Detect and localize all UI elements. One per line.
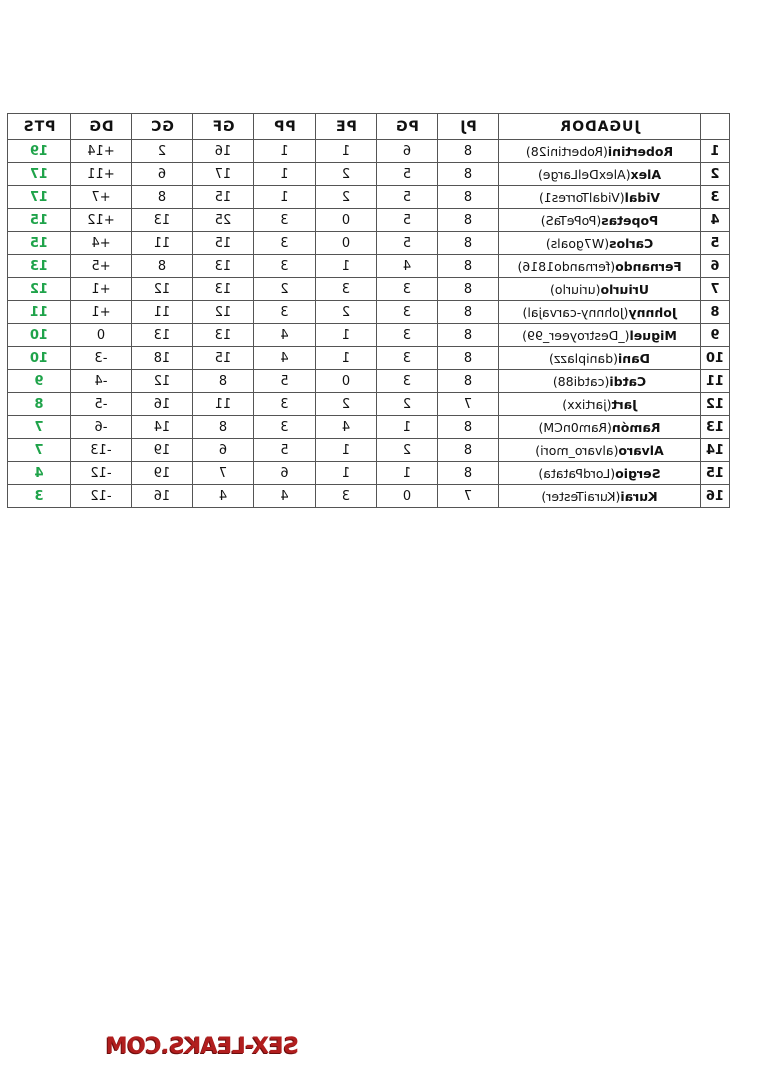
- cell-position: 6: [701, 255, 730, 278]
- cell-position: 10: [701, 347, 730, 370]
- player-nickname: (AlexDelLarge): [537, 166, 631, 182]
- cell-player: [499, 209, 701, 232]
- cell-pg: 1: [377, 416, 438, 439]
- player-nickname: (uriurlo): [549, 281, 601, 297]
- cell-gc: 6: [132, 163, 193, 186]
- player-name: Johnny: [628, 304, 677, 320]
- table-row: [8, 439, 730, 462]
- cell-pp: 4: [254, 485, 316, 508]
- cell-gc: 14: [132, 416, 193, 439]
- cell-pts: 3: [8, 485, 71, 508]
- cell-dg: +1: [71, 301, 132, 324]
- cell-gc: 8: [132, 186, 193, 209]
- player-nickname: (Robertini28): [525, 143, 608, 159]
- cell-dg: +11: [71, 163, 132, 186]
- cell-pp: 4: [254, 324, 316, 347]
- cell-pp: 3: [254, 232, 316, 255]
- cell-gc: 8: [132, 255, 193, 278]
- cell-pp: 3: [254, 301, 316, 324]
- header-pj: PJ: [438, 114, 499, 140]
- standings-header: [8, 114, 730, 140]
- cell-pg: 5: [377, 209, 438, 232]
- cell-dg: -3: [71, 347, 132, 370]
- cell-dg: -13: [71, 439, 132, 462]
- player-name: Kurai: [620, 488, 658, 504]
- cell-position: 4: [701, 209, 730, 232]
- player-name: Robertini: [607, 143, 674, 159]
- player-name: Miguel: [629, 327, 677, 343]
- table-row: [8, 370, 730, 393]
- cell-pe: 1: [316, 347, 377, 370]
- cell-player: [499, 416, 701, 439]
- cell-pp: 4: [254, 347, 316, 370]
- cell-pts: 7: [8, 439, 71, 462]
- cell-pp: 1: [254, 163, 316, 186]
- cell-dg: -6: [71, 416, 132, 439]
- cell-position: 14: [701, 439, 730, 462]
- cell-dg: +4: [71, 232, 132, 255]
- cell-gc: 13: [132, 324, 193, 347]
- cell-pp: 3: [254, 393, 316, 416]
- table-row: [8, 416, 730, 439]
- cell-pg: 4: [377, 255, 438, 278]
- cell-pp: 3: [254, 255, 316, 278]
- table-row: [8, 324, 730, 347]
- cell-pg: 5: [377, 186, 438, 209]
- cell-pj: 8: [438, 416, 499, 439]
- table-row: [8, 209, 730, 232]
- cell-pj: 8: [438, 301, 499, 324]
- table-row: [8, 462, 730, 485]
- cell-pts: 15: [8, 209, 71, 232]
- cell-pe: 1: [316, 255, 377, 278]
- cell-pts: 11: [8, 301, 71, 324]
- cell-player: [499, 232, 701, 255]
- cell-pts: 19: [8, 140, 71, 163]
- cell-dg: +7: [71, 186, 132, 209]
- cell-player: [499, 301, 701, 324]
- cell-pg: 3: [377, 347, 438, 370]
- cell-gc: 11: [132, 301, 193, 324]
- cell-pp: 3: [254, 416, 316, 439]
- cell-pe: 1: [316, 140, 377, 163]
- cell-pg: 3: [377, 301, 438, 324]
- cell-pj: 8: [438, 370, 499, 393]
- cell-pj: 8: [438, 347, 499, 370]
- cell-pp: 6: [254, 462, 316, 485]
- cell-pg: 2: [377, 393, 438, 416]
- player-nickname: (W7goals): [545, 235, 610, 251]
- cell-gf: 12: [193, 301, 254, 324]
- cell-dg: +12: [71, 209, 132, 232]
- cell-gf: 15: [193, 347, 254, 370]
- cell-dg: -12: [71, 462, 132, 485]
- cell-position: 16: [701, 485, 730, 508]
- cell-gf: 6: [193, 439, 254, 462]
- cell-pg: 3: [377, 370, 438, 393]
- cell-pg: 0: [377, 485, 438, 508]
- cell-gf: 15: [193, 186, 254, 209]
- player-nickname: (daniplazz): [549, 350, 618, 366]
- cell-dg: 0: [71, 324, 132, 347]
- table-row: [8, 301, 730, 324]
- cell-pj: 8: [438, 439, 499, 462]
- cell-pe: 2: [316, 301, 377, 324]
- cell-pe: 2: [316, 393, 377, 416]
- player-nickname: (VidalTorres1): [538, 189, 625, 205]
- cell-pg: 6: [377, 140, 438, 163]
- table-row: [8, 186, 730, 209]
- cell-pe: 0: [316, 209, 377, 232]
- cell-pj: 8: [438, 232, 499, 255]
- player-nickname: (alvaro_mori): [535, 442, 619, 458]
- cell-player: [499, 462, 701, 485]
- cell-pj: 8: [438, 140, 499, 163]
- cell-position: 9: [701, 324, 730, 347]
- table-row: [8, 163, 730, 186]
- cell-dg: +1: [71, 278, 132, 301]
- cell-pp: 1: [254, 140, 316, 163]
- cell-pe: 1: [316, 324, 377, 347]
- cell-gf: 25: [193, 209, 254, 232]
- cell-position: 3: [701, 186, 730, 209]
- cell-gf: 4: [193, 485, 254, 508]
- cell-pj: 7: [438, 485, 499, 508]
- cell-position: 8: [701, 301, 730, 324]
- cell-gf: 7: [193, 462, 254, 485]
- header-pg: PG: [377, 114, 438, 140]
- cell-pp: 1: [254, 186, 316, 209]
- cell-pj: 8: [438, 324, 499, 347]
- cell-gf: 8: [193, 370, 254, 393]
- player-name: Sergio: [615, 465, 661, 481]
- player-name: Catdi: [609, 373, 647, 389]
- cell-player: [499, 255, 701, 278]
- cell-dg: -5: [71, 393, 132, 416]
- cell-pts: 13: [8, 255, 71, 278]
- cell-pts: 17: [8, 163, 71, 186]
- cell-pg: 3: [377, 324, 438, 347]
- table-row: [8, 255, 730, 278]
- cell-gf: 11: [193, 393, 254, 416]
- table-row: [8, 347, 730, 370]
- cell-pj: 8: [438, 278, 499, 301]
- cell-pts: 8: [8, 393, 71, 416]
- cell-pts: 12: [8, 278, 71, 301]
- table-row: [8, 393, 730, 416]
- player-name: Vidal: [624, 189, 661, 205]
- cell-gf: 15: [193, 232, 254, 255]
- player-name: Jart: [611, 396, 637, 412]
- player-name: Ramón: [611, 419, 661, 435]
- cell-gc: 13: [132, 209, 193, 232]
- cell-pj: 7: [438, 393, 499, 416]
- cell-position: 5: [701, 232, 730, 255]
- player-nickname: (jartixx): [562, 396, 612, 412]
- cell-player: [499, 370, 701, 393]
- cell-player: [499, 393, 701, 416]
- table-row: [8, 140, 730, 163]
- header-pp: PP: [254, 114, 316, 140]
- cell-player: [499, 324, 701, 347]
- cell-gc: 12: [132, 278, 193, 301]
- cell-gc: 19: [132, 462, 193, 485]
- header-pe: PE: [316, 114, 377, 140]
- header-gf: GF: [193, 114, 254, 140]
- cell-pts: 4: [8, 462, 71, 485]
- player-nickname: (Johnny-carvajal): [522, 304, 629, 320]
- cell-pj: 8: [438, 163, 499, 186]
- cell-pg: 5: [377, 163, 438, 186]
- cell-dg: +5: [71, 255, 132, 278]
- cell-pe: 2: [316, 163, 377, 186]
- cell-gc: 2: [132, 140, 193, 163]
- cell-pe: 4: [316, 416, 377, 439]
- cell-pe: 0: [316, 370, 377, 393]
- cell-pts: 7: [8, 416, 71, 439]
- player-name: Alex: [630, 166, 662, 182]
- cell-pe: 1: [316, 439, 377, 462]
- cell-pe: 3: [316, 278, 377, 301]
- cell-pts: 9: [8, 370, 71, 393]
- cell-pg: 5: [377, 232, 438, 255]
- cell-pts: 10: [8, 347, 71, 370]
- watermark-logo: SEX-LEAKS.COM: [106, 1034, 299, 1059]
- cell-pe: 2: [316, 186, 377, 209]
- cell-pts: 10: [8, 324, 71, 347]
- header-pts: PTS: [8, 114, 71, 140]
- cell-gf: 8: [193, 416, 254, 439]
- cell-dg: +14: [71, 140, 132, 163]
- header-player: JUGADOR: [499, 114, 701, 140]
- cell-pts: 17: [8, 186, 71, 209]
- header-gc: GC: [132, 114, 193, 140]
- cell-pe: 3: [316, 485, 377, 508]
- table-row: [8, 485, 730, 508]
- player-name: Uriurlo: [600, 281, 650, 297]
- cell-pe: 0: [316, 232, 377, 255]
- cell-player: [499, 485, 701, 508]
- cell-pg: 1: [377, 462, 438, 485]
- cell-pg: 2: [377, 439, 438, 462]
- cell-gc: 11: [132, 232, 193, 255]
- cell-position: 2: [701, 163, 730, 186]
- cell-position: 1: [701, 140, 730, 163]
- cell-position: 13: [701, 416, 730, 439]
- cell-position: 15: [701, 462, 730, 485]
- player-nickname: (fernando1816): [517, 258, 616, 274]
- cell-pp: 5: [254, 439, 316, 462]
- cell-gf: 13: [193, 324, 254, 347]
- player-name: Popetas: [601, 212, 659, 228]
- cell-gc: 16: [132, 485, 193, 508]
- cell-player: [499, 163, 701, 186]
- cell-gf: 16: [193, 140, 254, 163]
- standings-body: [8, 140, 730, 508]
- player-name: Alvaro: [618, 442, 664, 458]
- cell-gf: 13: [193, 255, 254, 278]
- player-nickname: (KuraiTester): [541, 488, 621, 504]
- cell-pts: 15: [8, 232, 71, 255]
- cell-pj: 8: [438, 209, 499, 232]
- player-name: Dani: [617, 350, 650, 366]
- cell-gc: 16: [132, 393, 193, 416]
- cell-pe: 1: [316, 462, 377, 485]
- cell-gc: 12: [132, 370, 193, 393]
- player-nickname: (catdi88): [552, 373, 610, 389]
- cell-pj: 8: [438, 255, 499, 278]
- header-dg: DG: [71, 114, 132, 140]
- cell-gf: 13: [193, 278, 254, 301]
- header-row: [8, 114, 730, 140]
- cell-player: [499, 186, 701, 209]
- player-nickname: (PoPeTaS): [540, 212, 602, 228]
- standings-table: [7, 113, 730, 508]
- cell-player: [499, 278, 701, 301]
- cell-dg: -12: [71, 485, 132, 508]
- cell-position: 7: [701, 278, 730, 301]
- cell-pg: 3: [377, 278, 438, 301]
- table-row: [8, 278, 730, 301]
- cell-dg: -4: [71, 370, 132, 393]
- table-row: [8, 232, 730, 255]
- cell-pj: 8: [438, 186, 499, 209]
- cell-gc: 19: [132, 439, 193, 462]
- cell-pj: 8: [438, 462, 499, 485]
- player-nickname: (LordPatata): [538, 465, 616, 481]
- cell-position: 11: [701, 370, 730, 393]
- cell-gf: 17: [193, 163, 254, 186]
- cell-pp: 3: [254, 209, 316, 232]
- cell-pp: 2: [254, 278, 316, 301]
- player-nickname: (Ram0nCM): [538, 419, 612, 435]
- header-pos: [701, 114, 730, 140]
- cell-gc: 18: [132, 347, 193, 370]
- player-nickname: (_Destroyeer_99): [522, 327, 630, 343]
- cell-pp: 5: [254, 370, 316, 393]
- cell-position: 12: [701, 393, 730, 416]
- player-name: Carlos: [609, 235, 654, 251]
- player-name: Fernando: [615, 258, 682, 274]
- cell-player: [499, 439, 701, 462]
- cell-player: [499, 347, 701, 370]
- cell-player: [499, 140, 701, 163]
